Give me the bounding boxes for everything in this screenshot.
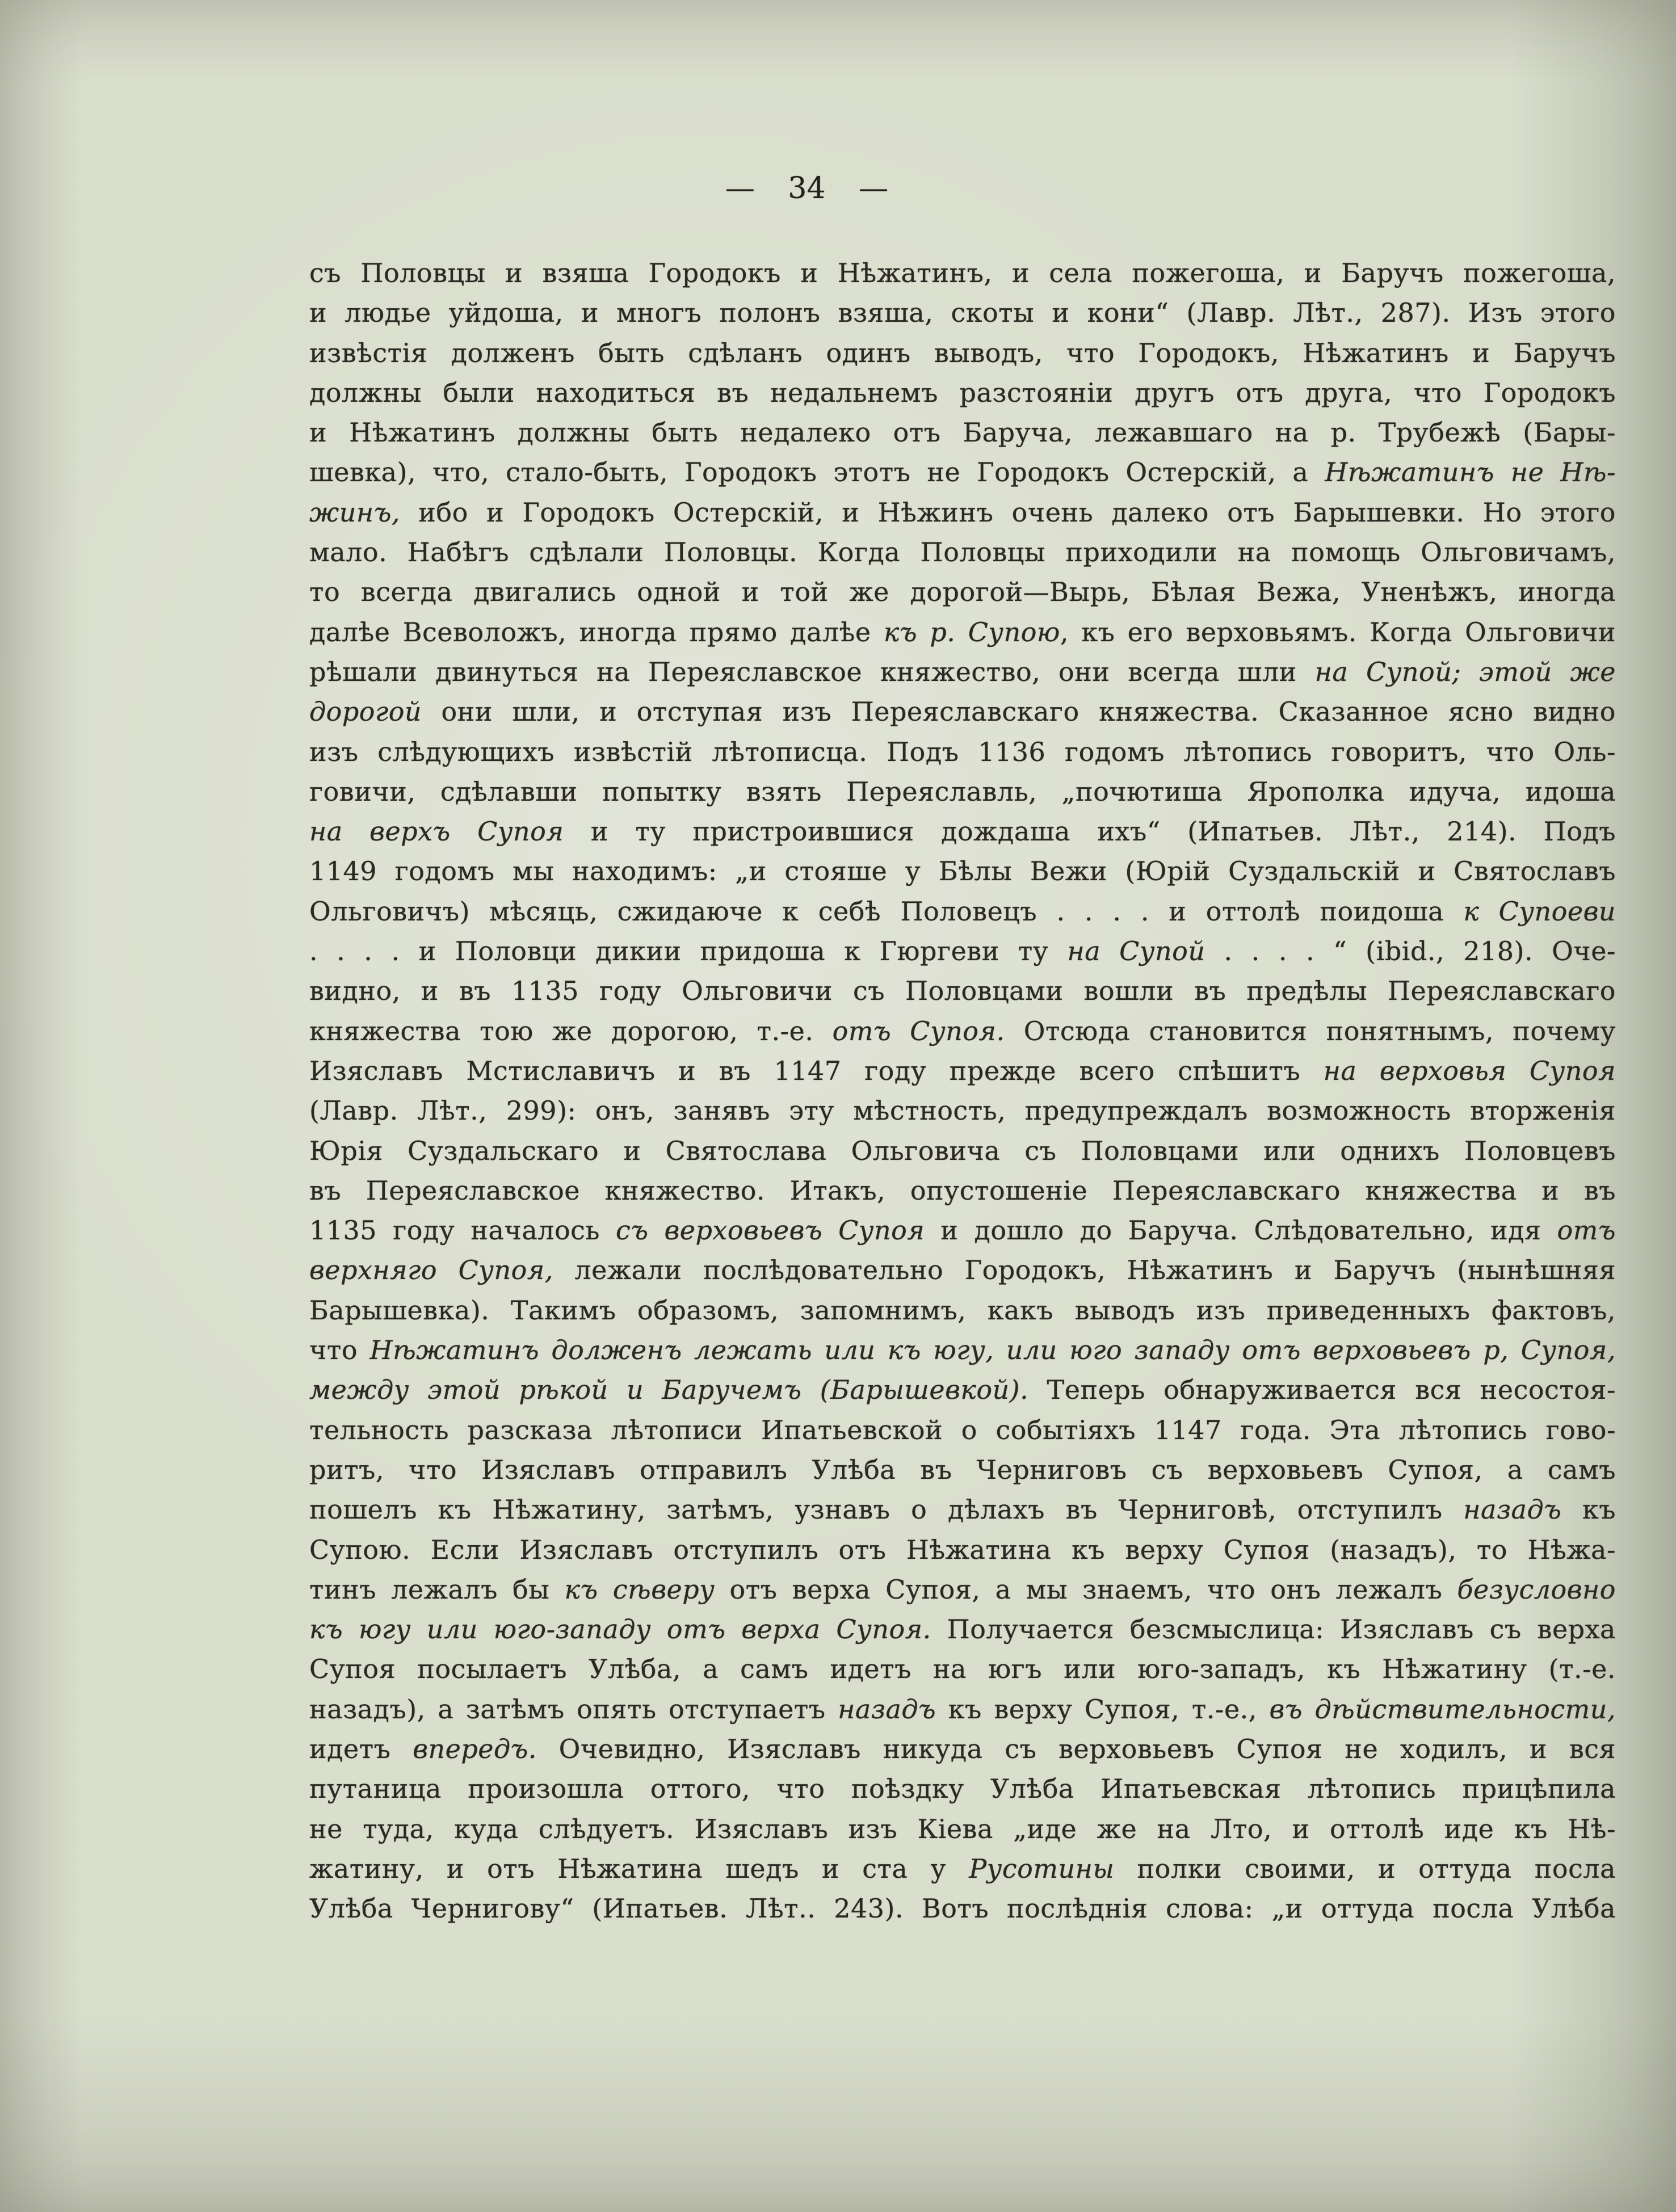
text-line: рѣшали двинуться на Переяславское княжество, они всегда шли на Супой; этой же [309, 656, 1616, 687]
text-line: далѣе Всеволожъ, иногда прямо далѣе къ р. Супою, къ его верховьямъ. Когда Ольговичи [309, 616, 1616, 647]
text-line: пошелъ къ Нѣжатину, затѣмъ, узнавъ о дѣлахъ въ Черниговѣ, отступилъ назадъ къ [309, 1494, 1616, 1525]
text-line: къ югу или юго-западу отъ верха Супоя. Получается безсмыслица: Изяславъ съ верха [309, 1614, 1616, 1645]
page-number-header: — 34 — [725, 171, 889, 205]
text-line: не туда, куда слѣдуетъ. Изяславъ изъ Кіева „иде же на Лто, и оттолѣ иде къ Нѣ- [309, 1813, 1616, 1844]
text-line: и Нѣжатинъ должны быть недалеко отъ Баруча, лежавшаго на р. Трубежѣ (Бары- [309, 417, 1616, 448]
text-line: верхняго Супоя, лежали послѣдовательно Городокъ, Нѣжатинъ и Баручъ (нынѣшняя [309, 1255, 1616, 1286]
text-line: тельность разсказа лѣтописи Ипатьевской о событіяхъ 1147 года. Эта лѣтопись гово- [309, 1414, 1616, 1445]
text-line: дорогой они шли, и отступая изъ Переяславскаго княжества. Сказанное ясно видно [309, 696, 1616, 727]
text-line: 1135 году началось съ верховьевъ Супоя и дошло до Баруча. Слѣдовательно, идя отъ [309, 1215, 1616, 1246]
text-line: то всегда двигались одной и той же дорогой—Вырь, Бѣлая Вежа, Уненѣжъ, иногда [309, 577, 1616, 608]
text-line: шевка), что, стало-быть, Городокъ этотъ не Городокъ Остерскій, а Нѣжатинъ не Нѣ- [309, 457, 1616, 488]
text-line: извѣстія долженъ быть сдѣланъ одинъ выводъ, что Городокъ, Нѣжатинъ и Баручъ [309, 337, 1616, 368]
text-line: между этой рѣкой и Баручемъ (Барышевкой). Теперь обнаруживается вся несостоя- [309, 1374, 1616, 1406]
text-line: (Лавр. Лѣт., 299): онъ, занявъ эту мѣстность, предупреждалъ возможность вторженія [309, 1095, 1616, 1126]
text-line: тинъ лежалъ бы къ сѣверу отъ верха Супоя, а мы знаемъ, что онъ лежалъ безусловно [309, 1574, 1616, 1605]
text-line: мало. Набѣгъ сдѣлали Половцы. Когда Половцы приходили на помощь Ольговичамъ, [309, 537, 1616, 568]
text-line: путаница произошла оттого, что поѣздку Улѣба Ипатьевская лѣтопись прицѣпила [309, 1773, 1616, 1805]
text-line: княжества тою же дорогою, т.-е. отъ Супоя. Отсюда становится понятнымъ, почему [309, 1015, 1616, 1046]
text-line: Изяславъ Мстиславичъ и въ 1147 году прежде всего спѣшитъ на верховья Супоя [309, 1055, 1616, 1086]
text-line: Супоя посылаетъ Улѣба, а самъ идетъ на югъ или юго-западъ, къ Нѣжатину (т.-е. [309, 1654, 1616, 1685]
text-line: изъ слѣдующихъ извѣстій лѣтописца. Подъ 1136 годомъ лѣтопись говоритъ, что Оль- [309, 736, 1616, 767]
text-line: и людье уйдоша, и многъ полонъ взяша, скоты и кони“ (Лавр. Лѣт., 287). Изъ этого [309, 297, 1616, 329]
text-line: говичи, сдѣлавши попытку взять Переяславль, „почютиша Ярополка идуча, идоша [309, 776, 1616, 807]
text-line: . . . . и Половци дикии придоша к Гюргеви ту на Супой . . . . “ (ibid., 218). Оче- [309, 936, 1616, 967]
text-line: Супою. Если Изяславъ отступилъ отъ Нѣжатина къ верху Супоя (назадъ), то Нѣжа- [309, 1534, 1616, 1565]
text-line: на верхъ Супоя и ту пристроившися дождаша ихъ“ (Ипатьев. Лѣт., 214). Подъ [309, 816, 1616, 847]
text-block [309, 253, 1616, 1928]
text-line: ритъ, что Изяславъ отправилъ Улѣба въ Черниговъ съ верховьевъ Супоя, а самъ [309, 1454, 1616, 1485]
text-line: назадъ), а затѣмъ опять отступаетъ назадъ къ верху Супоя, т.-е., въ дѣйствительности, [309, 1693, 1616, 1725]
text-line: должны были находиться въ недальнемъ разстояніи другъ отъ друга, что Городокъ [309, 377, 1616, 408]
text-line: жинъ, ибо и Городокъ Остерскій, и Нѣжинъ очень далеко отъ Барышевки. Но этого [309, 497, 1616, 528]
text-line: Барышевка). Такимъ образомъ, запомнимъ, какъ выводъ изъ приведенныхъ фактовъ, [309, 1294, 1616, 1326]
text-line: съ Половцы и взяша Городокъ и Нѣжатинъ, и села пожегоша, и Баручъ пожегоша, [309, 258, 1616, 288]
text-line: Ольговичъ) мѣсяць, сжидаюче к себѣ Половецъ . . . . и оттолѣ поидоша к Супоеви [309, 895, 1616, 927]
text-line: что Нѣжатинъ долженъ лежать или къ югу, или юго западу отъ верховьевъ р, Супоя, [309, 1335, 1616, 1366]
text-line: жатину, и отъ Нѣжатина шедъ и ста у Русотины полки своими, и оттуда посла [309, 1853, 1616, 1884]
text-line: Улѣба Чернигову“ (Ипатьев. Лѣт.. 243). Вотъ послѣднія слова: „и оттуда посла Улѣба [309, 1893, 1616, 1924]
text-line: видно, и въ 1135 году Ольговичи съ Половцами вошли въ предѣлы Переяславскаго [309, 975, 1616, 1007]
text-line: Юрія Суздальскаго и Святослава Ольговича съ Половцами или однихъ Половцевъ [309, 1135, 1616, 1166]
text-line: 1149 годомъ мы находимъ: „и стояше у Бѣлы Вежи (Юрій Суздальскій и Святославъ [309, 856, 1616, 887]
text-line: въ Переяславское княжество. Итакъ, опустошеніе Переяславскаго княжества и въ [309, 1175, 1616, 1206]
text-line: идетъ впередъ. Очевидно, Изяславъ никуда съ верховьевъ Супоя не ходилъ, и вся [309, 1733, 1616, 1764]
